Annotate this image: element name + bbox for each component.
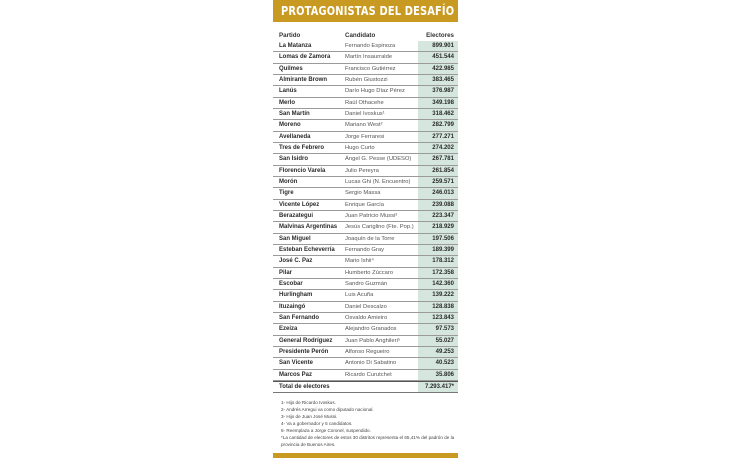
candidate-cell: Daniel Ivoskus¹ bbox=[345, 110, 385, 117]
voters-cell: 197.506 bbox=[432, 235, 454, 242]
party-cell: Ezeiza bbox=[279, 326, 298, 333]
candidate-cell: Sergio Massa bbox=[345, 190, 381, 197]
candidate-cell: Hugo Curto bbox=[345, 144, 375, 151]
party-cell: San Fernando bbox=[279, 314, 320, 321]
voters-cell: 318.462 bbox=[432, 110, 454, 117]
table-row bbox=[273, 132, 458, 143]
candidate-cell: Osvaldo Amieiro bbox=[345, 314, 388, 321]
table-row bbox=[273, 336, 458, 347]
party-cell: Tigre bbox=[279, 190, 294, 197]
voters-cell: 259.571 bbox=[432, 178, 454, 185]
candidate-cell: Alejandro Granados bbox=[345, 326, 397, 333]
table-row bbox=[273, 120, 458, 131]
voters-cell: 189.399 bbox=[432, 246, 454, 253]
voters-cell: 383.465 bbox=[432, 76, 454, 83]
party-cell: Ituzaingó bbox=[279, 303, 306, 310]
table-row bbox=[273, 324, 458, 335]
party-cell: Pilar bbox=[279, 269, 293, 276]
infographic bbox=[273, 0, 466, 460]
footnote: 5- Reemplaza a Jorge Coronel, suspendido. bbox=[281, 428, 371, 433]
candidate-cell: Mariano West² bbox=[345, 122, 383, 129]
candidate-cell: Darío Hugo Díaz Pérez bbox=[345, 88, 405, 95]
header-party: Partido bbox=[279, 32, 301, 39]
table-row bbox=[273, 268, 458, 279]
candidate-cell: Daniel Descalzo bbox=[345, 303, 387, 310]
table-row bbox=[273, 222, 458, 233]
candidate-cell: Ricardo Curutchet bbox=[345, 371, 392, 378]
candidate-cell: Fernando Gray bbox=[345, 246, 384, 253]
party-cell: Lomas de Zamora bbox=[279, 54, 331, 61]
candidate-cell: Jesús Cariglino (Fte. Pop.) bbox=[345, 224, 414, 231]
table-row bbox=[273, 370, 458, 381]
party-cell: Avellaneda bbox=[279, 133, 311, 140]
candidate-cell: Juan Pablo Anghileri⁵ bbox=[345, 337, 401, 344]
footnote: 4- Va a gobernador y 5 candidatos. bbox=[281, 421, 353, 426]
table-row bbox=[273, 64, 458, 75]
voters-cell: 97.573 bbox=[435, 326, 454, 333]
party-cell: José C. Paz bbox=[279, 258, 313, 265]
party-cell: Florencio Varela bbox=[279, 167, 326, 174]
table-row bbox=[273, 245, 458, 256]
page-title: PROTAGONISTAS DEL DESAFÍO K bbox=[281, 4, 466, 18]
voters-cell: 139.222 bbox=[432, 292, 454, 299]
voters-cell: 35.806 bbox=[435, 371, 454, 378]
table-row bbox=[273, 358, 458, 369]
party-cell: San Vicente bbox=[279, 360, 313, 367]
total-value: 7.293.417* bbox=[424, 383, 454, 390]
candidate-cell: Ángel G. Pesse (UDESO) bbox=[345, 156, 412, 163]
table-row bbox=[273, 98, 458, 109]
candidate-cell: Rubén Giustozzi bbox=[345, 76, 388, 83]
party-cell: Malvinas Argentinas bbox=[279, 224, 338, 231]
table-row bbox=[273, 302, 458, 313]
party-cell: Lanús bbox=[279, 88, 297, 95]
table-row bbox=[273, 347, 458, 358]
party-cell: San Miguel bbox=[279, 235, 311, 242]
candidate-cell: Martín Insaurralde bbox=[345, 54, 393, 61]
party-cell: Marcos Paz bbox=[279, 371, 313, 378]
table-body bbox=[273, 41, 458, 393]
table-row bbox=[273, 290, 458, 301]
candidate-cell: Enrique García bbox=[345, 201, 384, 208]
voters-cell: 274.202 bbox=[432, 144, 454, 151]
footnote: 2- Andrés Arregui va como diputado nacional. bbox=[281, 407, 374, 412]
footnote: *La cantidad de electores de estos 30 distritos representa el 65,41% del padrón de la provincia de Buenos Aires. bbox=[281, 435, 455, 447]
voters-cell: 178.312 bbox=[432, 258, 454, 265]
party-cell: Escobar bbox=[279, 280, 303, 287]
table-row bbox=[273, 41, 458, 52]
total-label: Total de electores bbox=[279, 383, 330, 390]
voters-cell: 899.901 bbox=[432, 43, 454, 49]
voters-cell: 282.799 bbox=[432, 122, 454, 129]
party-cell: Morón bbox=[279, 178, 298, 185]
voters-cell: 223.347 bbox=[432, 212, 454, 219]
candidate-cell: Julio Pereyra bbox=[345, 167, 379, 174]
table-row bbox=[273, 177, 458, 188]
voters-cell: 40.523 bbox=[435, 360, 454, 367]
candidate-cell: Raúl Othacehe bbox=[345, 99, 384, 106]
voters-cell: 267.781 bbox=[432, 156, 454, 163]
party-cell: Merlo bbox=[279, 99, 296, 106]
candidate-cell: Joaquín de la Torre bbox=[345, 235, 395, 242]
party-cell: Vicente López bbox=[279, 201, 320, 208]
voters-cell: 142.360 bbox=[432, 280, 454, 287]
party-cell: Presidente Perón bbox=[279, 348, 329, 355]
party-cell: Berazategui bbox=[279, 212, 314, 219]
voters-cell: 277.271 bbox=[432, 133, 454, 140]
table-row bbox=[273, 279, 458, 290]
candidate-cell: Jorge Ferraresi bbox=[345, 133, 385, 140]
table-row bbox=[273, 86, 458, 97]
table-row bbox=[273, 143, 458, 154]
candidate-cell: Mario Ishii⁴ bbox=[345, 258, 374, 265]
party-cell: General Rodríguez bbox=[279, 337, 333, 344]
table-row bbox=[273, 154, 458, 165]
table-row bbox=[273, 75, 458, 86]
candidate-cell: Luis Acuña bbox=[345, 292, 374, 299]
table-row bbox=[273, 234, 458, 245]
voters-cell: 261.854 bbox=[432, 167, 454, 174]
voters-cell: 218.929 bbox=[432, 224, 454, 231]
party-cell: La Matanza bbox=[279, 43, 312, 49]
candidate-cell: Sandro Guzmán bbox=[345, 280, 388, 287]
voters-cell: 172.358 bbox=[432, 269, 454, 276]
footnotes bbox=[281, 399, 456, 448]
title-bar bbox=[273, 0, 466, 22]
table-row bbox=[273, 109, 458, 120]
candidate-cell: Francisco Gutiérrez bbox=[345, 65, 396, 72]
party-cell: Hurlingham bbox=[279, 292, 313, 299]
voters-cell: 422.985 bbox=[432, 65, 454, 72]
candidate-cell: Lucas Ghi (N. Encuentro) bbox=[345, 178, 411, 185]
voters-cell: 239.088 bbox=[432, 201, 454, 208]
party-cell: Almirante Brown bbox=[279, 76, 328, 83]
candidate-cell: Humberto Zúccaro bbox=[345, 269, 394, 276]
candidate-cell: Juan Patricio Mussi³ bbox=[345, 212, 398, 219]
party-cell: Tres de Febrero bbox=[279, 144, 325, 151]
table-row bbox=[273, 211, 458, 222]
voters-cell: 49.253 bbox=[435, 348, 454, 355]
candidate-cell: Antonio Di Sabatino bbox=[345, 360, 397, 367]
candidate-cell: Alfonso Regueiro bbox=[345, 348, 390, 355]
footnote: 3- Hijo de Juan José Mussi. bbox=[281, 414, 338, 419]
party-cell: San Martín bbox=[279, 110, 310, 117]
table-row bbox=[273, 256, 458, 267]
voters-cell: 246.013 bbox=[432, 190, 454, 197]
voters-cell: 123.843 bbox=[432, 314, 454, 321]
bottom-accent-bar bbox=[273, 453, 458, 458]
header-candidate: Candidato bbox=[345, 32, 376, 39]
total-row bbox=[273, 381, 458, 393]
table-row bbox=[273, 52, 458, 63]
voters-cell: 376.987 bbox=[432, 88, 454, 95]
party-cell: Quilmes bbox=[279, 65, 303, 72]
voters-cell: 55.027 bbox=[435, 337, 454, 344]
table-row bbox=[273, 200, 458, 211]
table-row bbox=[273, 313, 458, 324]
table-header bbox=[273, 29, 458, 41]
header-voters: Electores bbox=[426, 32, 454, 39]
table-row bbox=[273, 188, 458, 199]
voters-cell: 128.838 bbox=[432, 303, 454, 310]
voters-cell: 349.198 bbox=[432, 99, 454, 106]
party-cell: Esteban Echeverría bbox=[279, 246, 335, 253]
candidate-cell: Fernando Espinoza bbox=[345, 43, 396, 49]
voters-cell: 451.544 bbox=[432, 54, 454, 61]
party-cell: San Isidro bbox=[279, 156, 309, 163]
footnote: 1- Hijo de Ricardo Ivoskus. bbox=[281, 400, 336, 405]
party-cell: Moreno bbox=[279, 122, 301, 129]
table-row bbox=[273, 166, 458, 177]
